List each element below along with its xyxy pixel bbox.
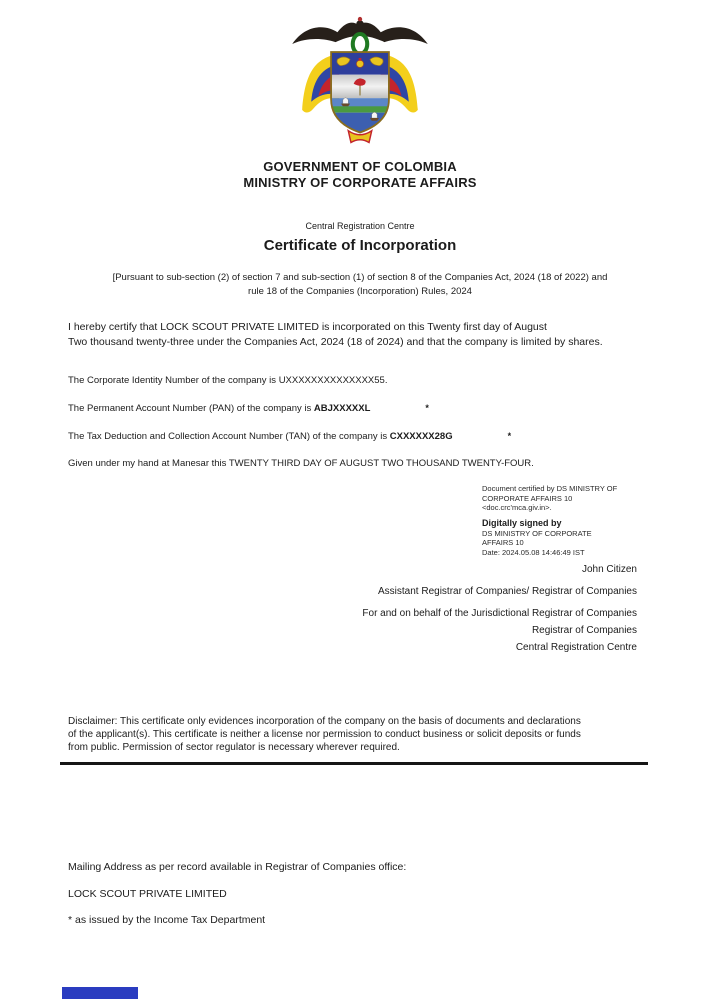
government-title: GOVERNMENT OF COLOMBIA <box>263 159 457 174</box>
wreath-icon <box>353 34 367 54</box>
signatory-name: John Citizen <box>581 564 637 575</box>
mailing-address-heading: Mailing Address as per record available in Registrar of Companies office: <box>68 861 407 873</box>
tan-value: CXXXXXX28G <box>389 431 453 442</box>
emblem-graphic <box>285 12 435 150</box>
signatory-role-4: Central Registration Centre <box>515 642 637 653</box>
digital-signature-stamp <box>482 484 654 557</box>
tan-footnote-marker: * <box>507 431 512 441</box>
pan-line <box>68 403 429 414</box>
dsc-certified-line-1: Document certified by DS MINISTRY OF <box>482 484 618 493</box>
disclaimer-line-1: Disclaimer: This certificate only evidences incorporation of the company on the basis of documents and declarations <box>68 716 581 727</box>
tan-line <box>68 431 511 442</box>
address-redaction-bar <box>62 987 138 999</box>
cin-prefix: The Corporate Identity Number of the company is <box>68 375 279 386</box>
cin-line <box>68 375 387 386</box>
dsc-certified-line-2: CORPORATE AFFAIRS 10 <box>482 493 573 503</box>
signatory-role-3: Registrar of Companies <box>531 625 637 636</box>
certification-line-1: I hereby certify that LOCK SCOUT PRIVATE LIMITED is incorporated on this Twenty first day of August <box>68 321 547 333</box>
certificate-title: Certificate of Incorporation <box>263 237 457 254</box>
dsc-certified-line-3: <doc.crc'mca.giv.in>. <box>482 503 552 512</box>
dsc-date: Date: 2024.05.08 14:46:49 IST <box>482 547 585 557</box>
separator-rule <box>60 762 648 765</box>
registration-centre-label: Central Registration Centre <box>305 221 415 231</box>
cin-value: UXXXXXXXXXXXXXX55. <box>278 375 388 386</box>
dsc-signer-line-1: DS MINISTRY OF CORPORATE <box>482 528 592 538</box>
condor-icon <box>292 17 428 44</box>
pan-value: ABJXXXXXL <box>313 403 371 414</box>
pan-footnote-marker: * <box>425 403 429 413</box>
signatory-role-2: For and on behalf of the Jurisdictional Registrar of Companies <box>362 608 637 619</box>
company-name: LOCK SCOUT PRIVATE LIMITED <box>68 888 227 900</box>
colombia-coat-of-arms-icon <box>285 12 435 150</box>
signatory-role-1: Assistant Registrar of Companies/ Registrar of Companies <box>378 586 637 597</box>
header-title-block <box>0 159 720 191</box>
tan-prefix: The Tax Deduction and Collection Account Number (TAN) of the company is <box>68 431 390 442</box>
pursuant-line-1: [Pursuant to sub-section (2) of section 7 and sub-section (1) of section 8 of the Companies Act, 2024 (18 of 2022) and <box>112 272 608 283</box>
dsc-signed-by-label: Digitally signed by <box>482 517 562 528</box>
disclaimer-line-3: from public. Permission of sector regulator is necessary wherever required. <box>68 742 400 753</box>
pursuant-clause <box>0 271 720 299</box>
pan-tan-footnote: * as issued by the Income Tax Department <box>68 914 266 926</box>
given-under-hand-line: Given under my hand at Manesar this TWENTY THIRD DAY OF AUGUST TWO THOUSAND TWENTY-FOUR. <box>68 458 534 469</box>
certification-line-2: Two thousand twenty-three under the Companies Act, 2024 (18 of 2024) and that the company is limited by shares. <box>68 335 603 348</box>
dsc-signer-line-2: AFFAIRS 10 <box>482 538 524 547</box>
pursuant-line-2: rule 18 of the Companies (Incorporation) Rules, 2024 <box>248 286 472 297</box>
disclaimer-text <box>68 715 608 754</box>
disclaimer-line-2: of the applicant(s). This certificate is neither a license nor permission to conduct business or solicit deposits or funds <box>68 729 581 740</box>
ministry-title: MINISTRY OF CORPORATE AFFAIRS <box>243 175 477 190</box>
pan-prefix: The Permanent Account Number (PAN) of the company is <box>68 403 314 414</box>
certification-statement <box>68 320 628 349</box>
